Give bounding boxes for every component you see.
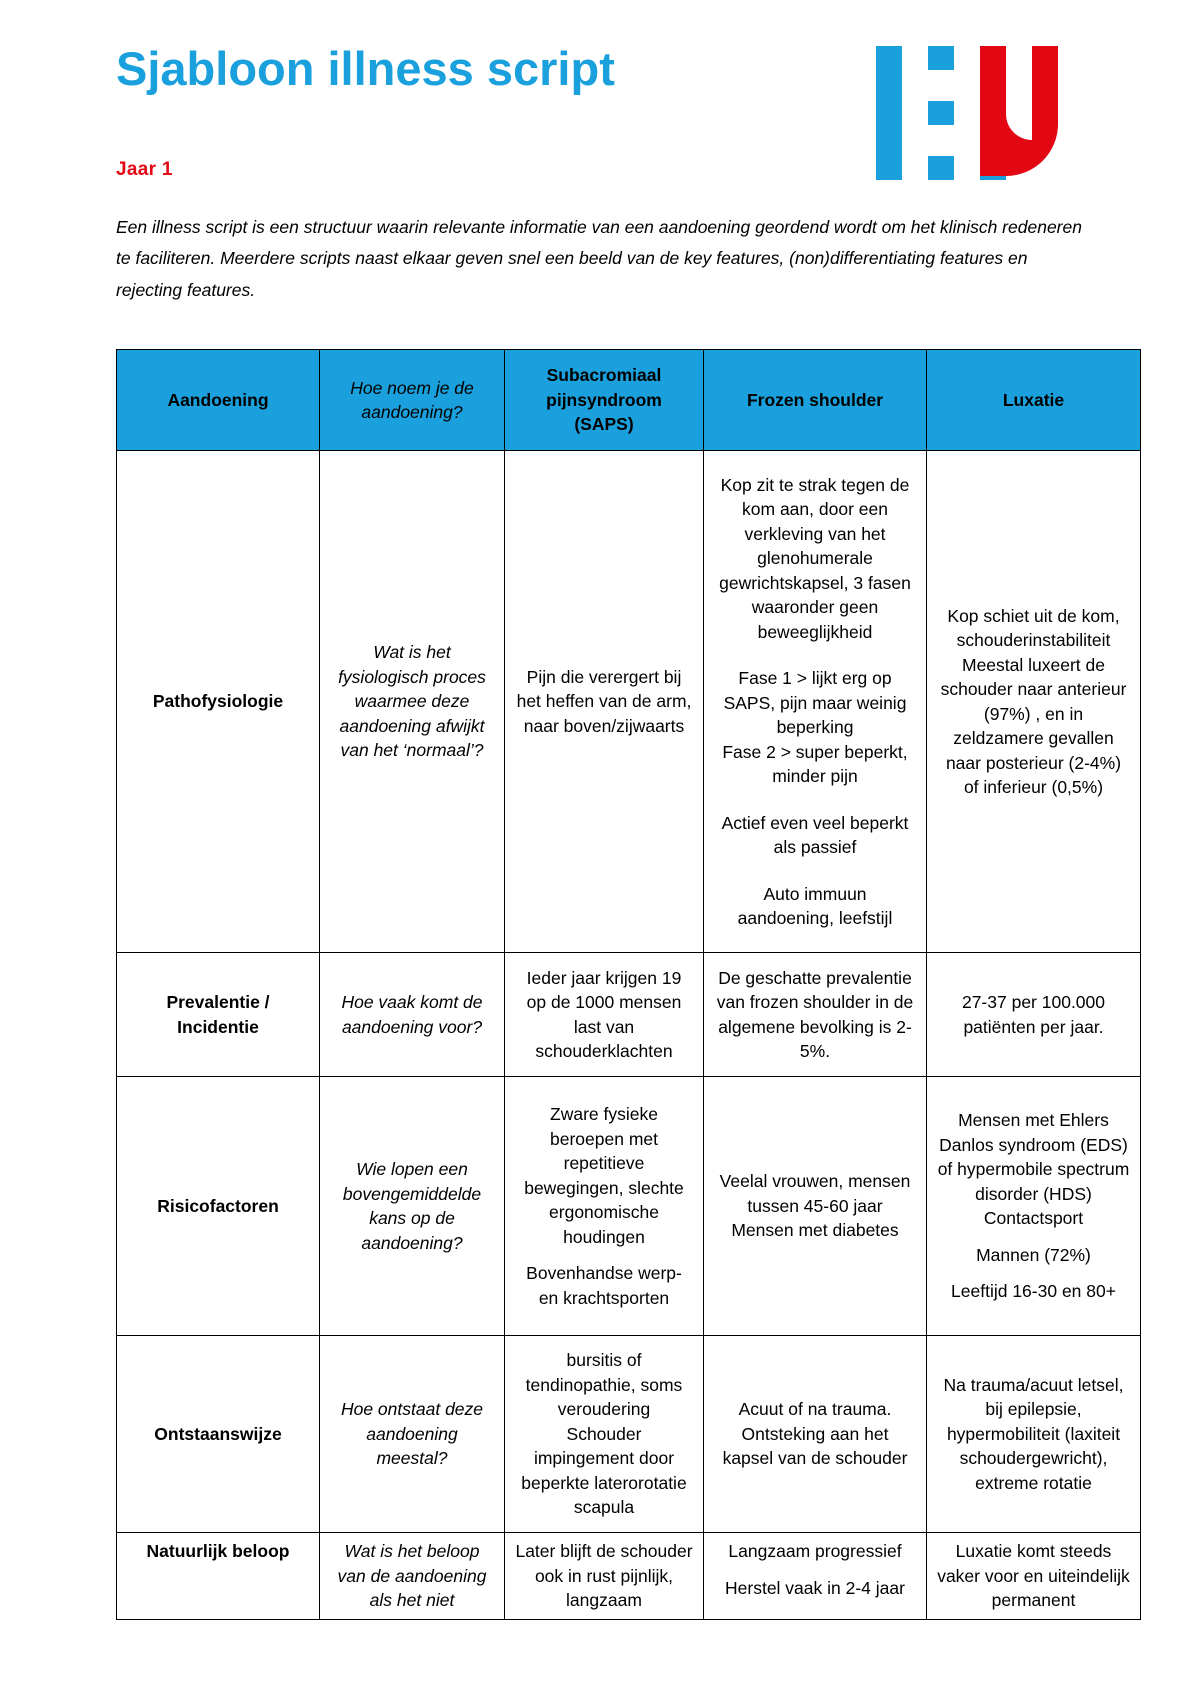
cell-paragraph: Auto immuun aandoening, leefstijl — [737, 883, 893, 928]
cell-paragraph: Zware fysieke beroepen met repetitieve bewegingen, slechte ergonomische houdingen — [524, 1104, 684, 1247]
table-header-row — [117, 350, 1141, 451]
cell-paragraph: Na trauma/acuut letsel, bij epilepsie, hypermobiliteit (laxiteit schoudergewricht), extreme rotatie — [943, 1374, 1124, 1493]
header-question: Hoe noem je de aandoening? — [320, 350, 505, 451]
row-label: Pathofysiologie — [117, 451, 320, 953]
cell-col2 — [704, 1533, 927, 1620]
row-label: Natuurlijk beloop — [117, 1533, 320, 1620]
table-row-prevalentie — [117, 953, 1141, 1077]
row-question: Wat is het beloop van de aandoening als het niet — [320, 1533, 505, 1620]
row-question: Hoe ontstaat deze aandoening meestal? — [320, 1336, 505, 1533]
cell-paragraph: Acuut of na trauma. Ontsteking aan het kapsel van de schouder — [722, 1399, 908, 1469]
illness-script-table — [116, 349, 1141, 1620]
cell-col2 — [704, 953, 927, 1077]
cell-col1 — [505, 1533, 704, 1620]
cell-paragraph: Fase 1 > lijkt erg op SAPS, pijn maar weinig beperking Fase 2 > super beperkt, minder pijn — [722, 668, 908, 786]
row-question: Wat is het fysiologisch proces waarmee deze aandoening afwijkt van het ‘normaal’? — [320, 451, 505, 953]
year-label: Jaar 1 — [116, 159, 173, 180]
cell-paragraph: Ieder jaar krijgen 19 op de 1000 mensen last van schouderklachten — [526, 967, 682, 1061]
cell-paragraph: Kop zit te strak tegen de kom aan, door een verkleving van het glenohumerale gewrichtskapsel, 3 fasen waaronder geen beweeglijkheid — [719, 474, 911, 642]
cell-col3 — [927, 1077, 1141, 1336]
row-label: Ontstaanswijze — [117, 1336, 320, 1533]
cell-col1 — [505, 1077, 704, 1336]
cell-col3 — [927, 1336, 1141, 1533]
cell-paragraph: bursitis of tendinopathie, soms veroudering Schouder impingement door beperkte laterorotatie scapula — [521, 1350, 687, 1518]
table-row-pathofysiologie — [117, 451, 1141, 953]
cell-col1 — [505, 1336, 704, 1533]
table-row-ontstaanswijze — [117, 1336, 1141, 1533]
cell-col1 — [505, 451, 704, 953]
row-label: Risicofactoren — [117, 1077, 320, 1336]
cell-paragraph: Later blijft de schouder ook in rust pijnlijk, langzaam — [515, 1541, 693, 1610]
cell-col3 — [927, 451, 1141, 953]
cell-paragraph: Veelal vrouwen, mensen tussen 45-60 jaar Mensen met diabetes — [719, 1171, 911, 1241]
row-question: Hoe vaak komt de aandoening voor? — [320, 953, 505, 1077]
cell-paragraph: Leeftijd 16-30 en 80+ — [951, 1281, 1116, 1302]
row-question: Wie lopen een bovengemiddelde kans op de aandoening? — [320, 1077, 505, 1336]
cell-paragraph: Mensen met Ehlers Danlos syndroom (EDS) of hypermobile spectrum disorder (HDS) Contactsport — [937, 1110, 1130, 1229]
cell-paragraph: Luxatie komt steeds vaker voor en uiteindelijk permanent — [937, 1541, 1130, 1610]
header-frozen-shoulder: Frozen shoulder — [704, 350, 927, 451]
table-row-natuurlijk-beloop — [117, 1533, 1141, 1620]
cell-paragraph: Pijn die verergert bij het heffen van de arm, naar boven/zijwaarts — [516, 666, 692, 736]
cell-paragraph: Langzaam progressief — [728, 1541, 902, 1561]
cell-paragraph: Actief even veel beperkt als passief — [721, 812, 909, 857]
intro-paragraph: Een illness script is een structuur waarin relevante informatie van een aandoening geordend wordt om het klinisch redeneren te faciliteren. Meerdere scripts naast elkaar geven snel een beeld van de key features, (non)differentiating features en rejecting features. — [116, 216, 1082, 300]
cell-col1 — [505, 953, 704, 1077]
document-title: Sjabloon illness script — [116, 42, 615, 95]
cell-col3 — [927, 1533, 1141, 1620]
table-row-risicofactoren — [117, 1077, 1141, 1336]
header-aandoening: Aandoening — [117, 350, 320, 451]
cell-col2 — [704, 451, 927, 953]
cell-col3 — [927, 953, 1141, 1077]
cell-paragraph: Kop schiet uit de kom, schouderinstabiliteit Meestal luxeert de schouder naar anterieur (97%) , en in zeldzamere gevallen naar posterieur (2-4%) of inferieur (0,5%) — [940, 605, 1127, 797]
cell-paragraph: 27-37 per 100.000 patiënten per jaar. — [961, 992, 1106, 1037]
cell-col2 — [704, 1077, 927, 1336]
row-label: Prevalentie / Incidentie — [117, 953, 320, 1077]
cell-paragraph: Bovenhandse werp- en krachtsporten — [526, 1263, 682, 1308]
header-luxatie: Luxatie — [927, 350, 1141, 451]
cell-col2 — [704, 1336, 927, 1533]
cell-paragraph: Mannen (72%) — [976, 1244, 1091, 1265]
cell-paragraph: De geschatte prevalentie van frozen shoulder in de algemene bevolking is 2-5%. — [716, 967, 914, 1061]
header-saps: Subacromiaal pijnsyndroom (SAPS) — [505, 350, 704, 451]
hu-logo-icon — [876, 46, 1058, 180]
cell-paragraph: Herstel vaak in 2-4 jaar — [725, 1577, 905, 1598]
